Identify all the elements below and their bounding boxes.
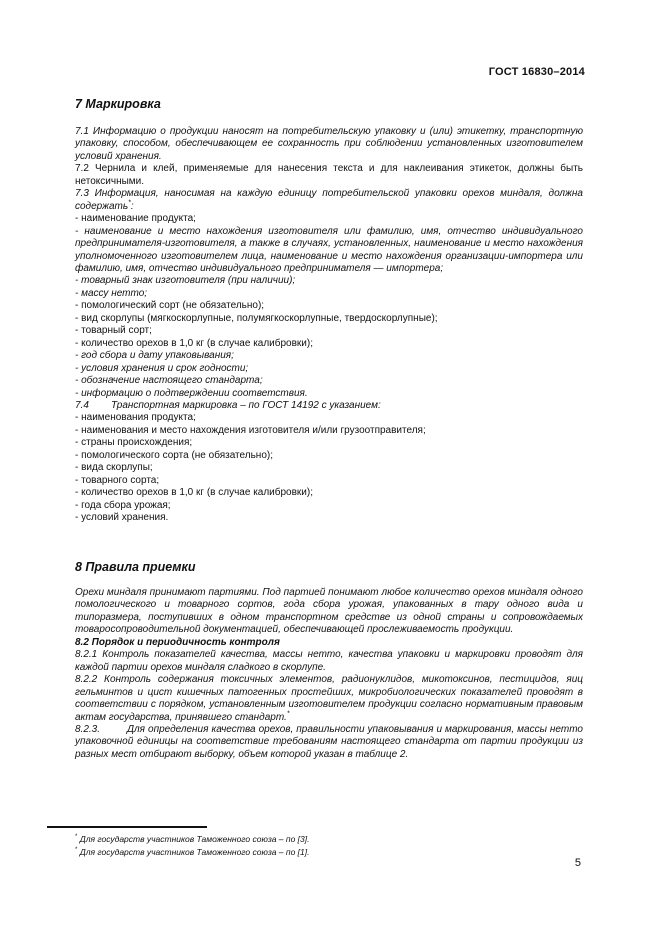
document-code: ГОСТ 16830–2014 [488,66,585,78]
list-item: - условий хранения. [75,512,169,524]
list-item: - помологического сорта (не обязательно); [75,449,273,461]
paragraph-7-1: 7.1 Информацию о продукции наносят на потребительскую упаковку и (или) этикетку, транспортную упаковку, способом, обеспечивающем ее сохранность при соблюдении установленных изготовителем условий хранения. [75,126,583,162]
footnotes [75,832,309,858]
list-item: - помологический сорт (не обязательно); [75,300,265,312]
list-item: - товарный знак изготовителя (при наличии); [75,275,296,287]
list-item: - страны происхождения; [75,437,193,449]
paragraph-8-intro: Орехи миндаля принимают партиями. Под партией понимают любое количество орехов миндаля одного помологического и товарного сортов, года сбора урожая, упакованных в тару одного вида и типоразмера, поступивших в одном транспортном средстве из одной страны и сопровождаемых товаросопроводительной документацией, обеспечивающей прослеживаемость продукции. [75,587,583,636]
paragraph-7-3: 7.3 Информация, наносимая на каждую единицу потребительской упаковки орехов миндаля, должна содержать*: [75,188,583,212]
footnote-2: * Для государств участников Таможенного союза – по [1]. [75,846,310,857]
footnote-mark: * [286,710,290,718]
paragraph-8-2-1: 8.2.1 Контроль показателей качества, массы нетто, качества упаковки и маркировки проводят для каждой партии орехов миндаля сладкого в скорлупе. [75,649,583,673]
list-item: - наименование продукта; [75,213,196,225]
section-7-body [75,126,583,525]
paragraph-8-2-3: 8.2.3. Для определения качества орехов, правильности упаковывания и маркирования, массы нетто упаковочной единицы на соответствие требованиям настоящего стандарта от партии продукции из разных мест отбирают выборку, объем которой указан в таблице 2. [75,723,583,760]
paragraph-7-2: 7.2 Чернила и клей, применяемые для нанесения текста и для наклеивания этикеток, должны быть нетоксичными. [75,163,583,187]
list-item: - наименования и место нахождения изготовителя и/или грузоотправителя; [75,424,426,436]
paragraph-8-2-2: 8.2.2 Контроль содержания токсичных элементов, радионуклидов, микотоксинов, пестицидов, яиц гельминтов и цист кишечных патогенных простейших, микробиологических показателей проводят в соответствии с порядком, установленным изготовителем продукции согласно нормативным правовым актам государства, принявшего стандарт.* [75,674,583,723]
subsection-8-2-title: 8.2 Порядок и периодичность контроля [75,636,280,648]
list-item: - вида скорлупы; [75,462,153,474]
list-item: - массу нетто; [75,287,148,299]
section-8-body [75,587,583,761]
list-item: - наименование и место нахождения изготовителя или фамилию, имя, отчество индивидуального предпринимателя-изготовителя, а также в случаях, установленных, наименование и место нахождения уполномоченного изготовителем лица, наименование и место нахождения организации-импортера или фамилию, имя, отчество индивидуального предпринимателя — импортера; [75,225,583,274]
section-7-title: 7 Маркировка [75,97,161,111]
list-item: - обозначение настоящего стандарта; [75,375,263,387]
list-item: - товарный сорт; [75,325,152,337]
list-item: - товарного сорта; [75,474,160,486]
footnote-mark: * [128,199,131,207]
list-item: - год сбора и дату упаковывания; [75,350,234,362]
footnote-separator [47,826,207,828]
list-item: - количество орехов в 1,0 кг (в случае калибровки); [75,487,314,499]
list-item: - условия хранения и срок годности; [75,362,249,374]
section-8-title: 8 Правила приемки [75,560,196,574]
list-item: - наименования продукта; [75,412,196,424]
paragraph-7-4: 7.4 Транспортная маркировка – по ГОСТ 14192 с указанием: [75,399,381,411]
list-item: - количество орехов в 1,0 кг (в случае калибровки); [75,337,314,349]
list-item: - года сбора урожая; [75,499,171,511]
list-item: - вид скорлупы (мягкоскорлупные, полумягкоскорлупные, твердоскорлупные); [75,312,438,324]
footnote-1: * Для государств участников Таможенного союза – по [3]. [75,833,310,844]
list-item: - информацию о подтверждении соответствия. [75,387,308,399]
page-number: 5 [574,857,581,869]
